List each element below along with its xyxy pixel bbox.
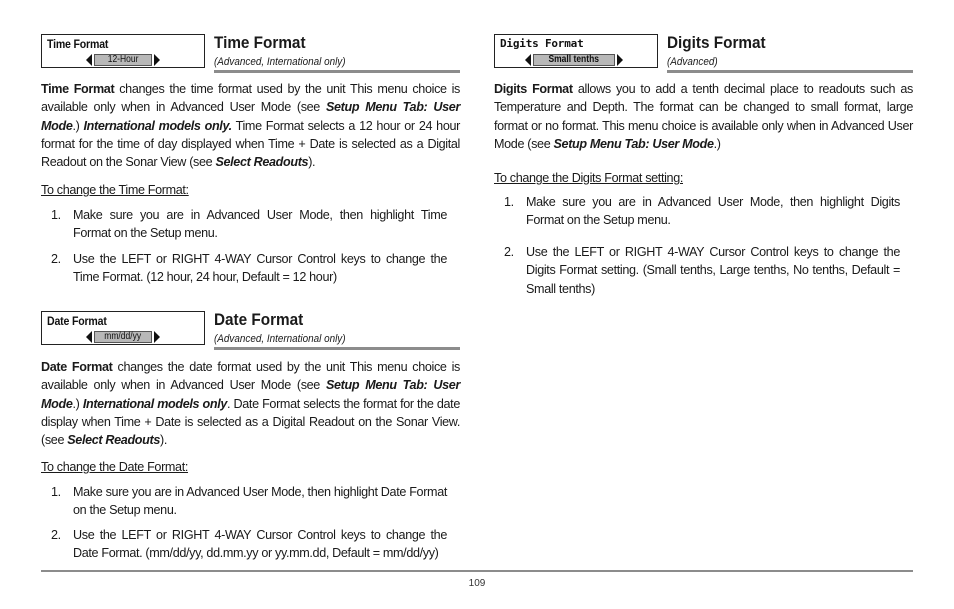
widget-value: mm/dd/yy [94, 331, 152, 343]
date-format-description: Date Format changes the date format used by the unit This menu choice is available only when in Advanced User Mode (see Setup Menu Tab: User Mode.) International models only. Date Format selects the format for the date display when Time + Date is selected as a Digital Readout on the Sonar View. (see Select Readouts). [41, 360, 460, 448]
procedure-title: To change the Date Format: [41, 460, 189, 474]
procedure-step: 1. Make sure you are in Advanced User Mode, then highlight Time Format on the Setup menu. [51, 208, 447, 241]
time-format-menu-widget [41, 34, 205, 68]
widget-title: Date Format [47, 314, 107, 328]
left-arrow-icon [525, 54, 531, 66]
section-subtitle: (Advanced) [667, 56, 718, 68]
widget-selector [525, 54, 623, 66]
right-arrow-icon [154, 331, 160, 343]
footer-divider [41, 570, 913, 572]
date-format-heading-block [214, 311, 460, 350]
section-subtitle: (Advanced, International only) [214, 333, 346, 345]
widget-selector [86, 54, 160, 66]
time-format-description: Time Format changes the time format used by the unit This menu choice is available only when in Advanced User Mode (see Setup Menu Tab: User Mode.) International models only. Time Format selects a 12 hour or 24 hour format for the time of day displayed when Time + Date is selected as a Digital Readout on the Sonar View (see Select Readouts). [41, 82, 461, 170]
widget-value: Small tenths [533, 54, 615, 66]
procedure-step: 2. Use the LEFT or RIGHT 4-WAY Cursor Control keys to change the Date Format. (mm/dd/yy, dd.mm.yy or yy.mm.dd, Default = mm/dd/yy) [51, 528, 447, 561]
procedure-step: 2. Use the LEFT or RIGHT 4-WAY Cursor Control keys to change the Time Format. (12 hour, 24 hour, Default = 12 hour) [51, 252, 447, 285]
section-title: Date Format [214, 310, 304, 329]
section-subtitle: (Advanced, International only) [214, 56, 346, 68]
left-arrow-icon [86, 54, 92, 66]
procedure-step: 2. Use the LEFT or RIGHT 4-WAY Cursor Control keys to change the Digits Format setting. (Small tenths, Large tenths, No tenths, Default = Small tenths) [504, 245, 900, 296]
digits-format-description: Digits Format allows you to add a tenth decimal place to readouts such as Temperature and Depth. The format can be changed to small format, large format or no format. This menu choice is available only when in Advanced User Mode (see Setup Menu Tab: User Mode.) [494, 82, 913, 151]
section-title: Time Format [214, 33, 306, 52]
digits-format-menu-widget [494, 34, 658, 68]
page-number: 109 [468, 578, 486, 589]
time-format-heading-block [214, 34, 460, 73]
right-arrow-icon [154, 54, 160, 66]
procedure-title: To change the Time Format: [41, 183, 189, 197]
widget-value: 12-Hour [94, 54, 152, 66]
procedure-title: To change the Digits Format setting: [494, 171, 683, 185]
section-title: Digits Format [667, 33, 766, 52]
procedure-step: 1. Make sure you are in Advanced User Mode, then highlight Date Format on the Setup menu. [51, 485, 447, 518]
left-arrow-icon [86, 331, 92, 343]
date-format-menu-widget [41, 311, 205, 345]
widget-title: Time Format [47, 37, 109, 51]
widget-selector [86, 331, 160, 343]
procedure-step: 1. Make sure you are in Advanced User Mode, then highlight Digits Format on the Setup menu. [504, 195, 900, 228]
widget-title: Digits Format [500, 37, 584, 50]
right-arrow-icon [617, 54, 623, 66]
digits-format-heading-block [667, 34, 913, 73]
